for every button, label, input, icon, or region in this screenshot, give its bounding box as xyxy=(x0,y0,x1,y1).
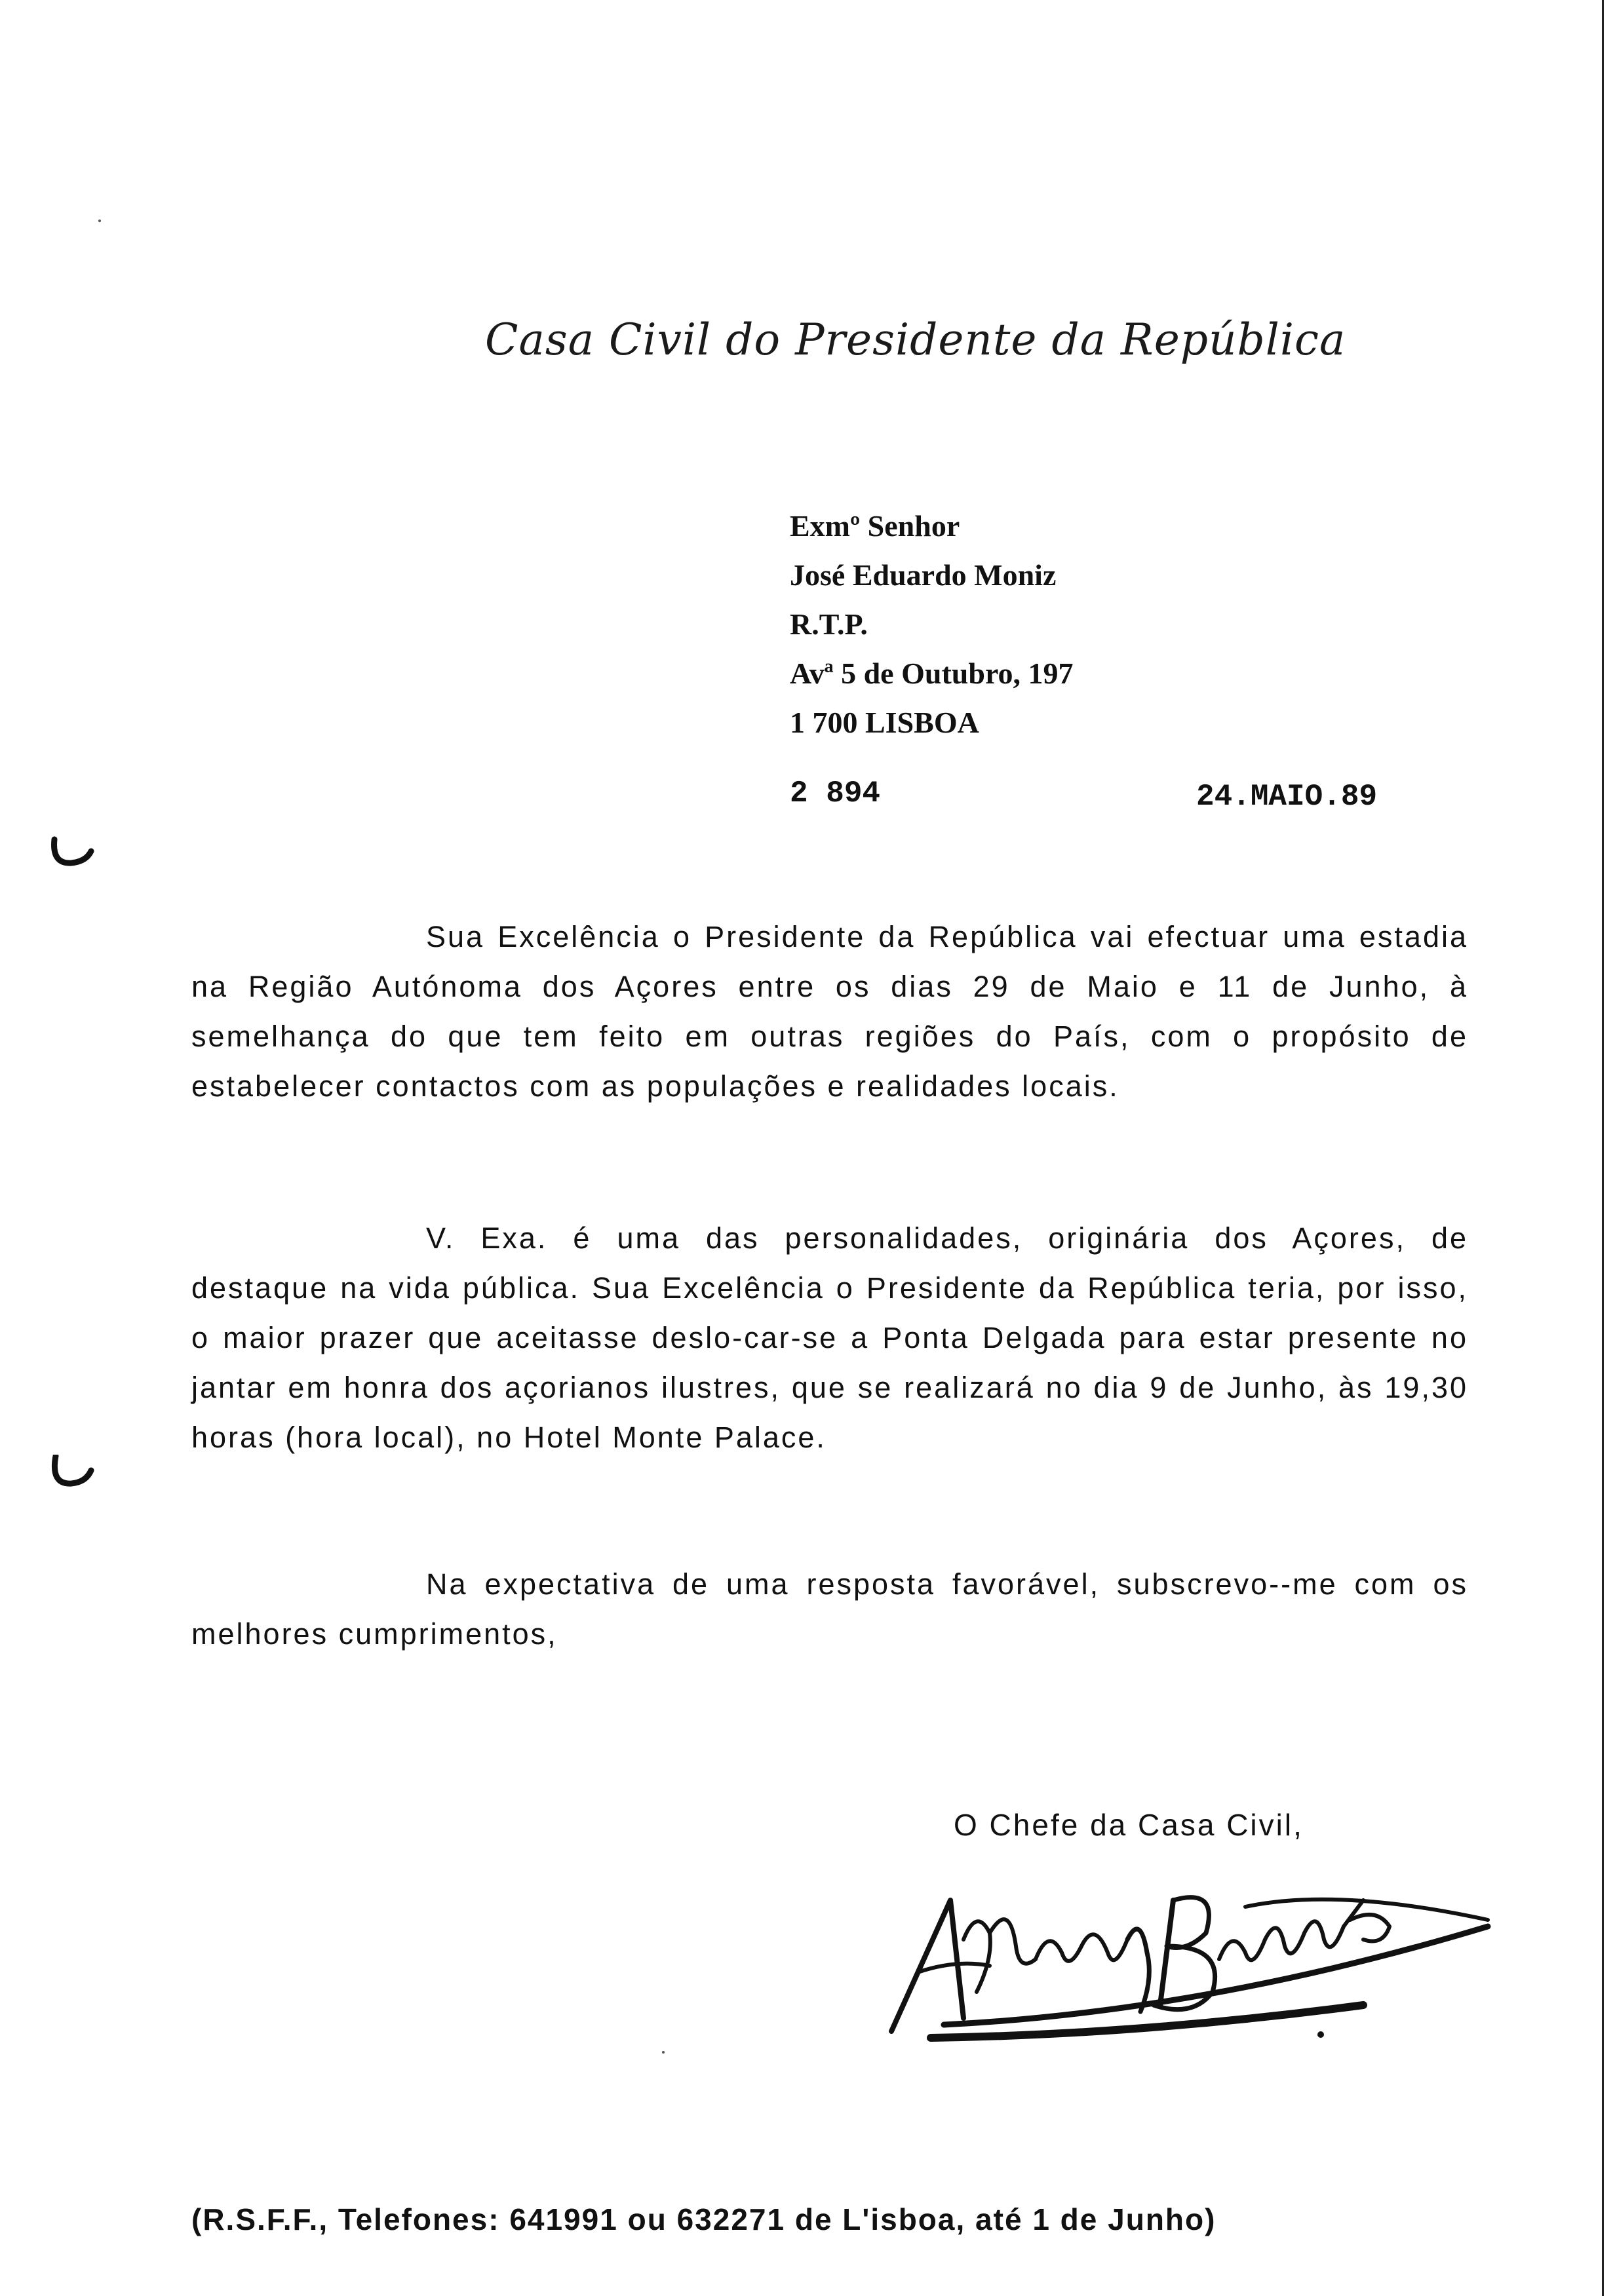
recipient-city: 1 700 LISBOA xyxy=(790,706,979,739)
recipient-organization: R.T.P. xyxy=(790,607,868,641)
recipient-street: Avª 5 de Outubro, 197 xyxy=(790,657,1074,690)
body-paragraph: Na expectativa de uma resposta favorável, subscrevo--me com os melhores cumprimentos, xyxy=(191,1567,1468,1651)
scan-speck xyxy=(98,220,101,222)
page-edge-line xyxy=(1602,0,1604,2296)
body-paragraph: V. Exa. é uma das personalidades, originária dos Açores, de destaque na vida pública. Sua Excelência o Presidente da República teria, por isso, o maior prazer que aceitasse deslo-car-se a Ponta Delgada para estar presente no jantar em honra dos açorianos ilustres, que se realizará no dia 9 de Junho, às 19,30 horas (hora local), no Hotel Monte Palace. xyxy=(191,1221,1468,1454)
letter-date: 24.MAIO.89 xyxy=(1196,780,1378,814)
handwritten-signature xyxy=(878,1861,1501,2057)
recipient-salutation: Exmº Senhor xyxy=(790,509,960,543)
scan-speck xyxy=(662,2051,665,2054)
reference-number: 2 894 xyxy=(790,776,881,811)
punch-hole-mark xyxy=(49,835,95,868)
recipient-name: José Eduardo Moniz xyxy=(790,558,1057,592)
closing-title: O Chefe da Casa Civil, xyxy=(954,1808,1304,1842)
punch-hole-mark xyxy=(49,1455,95,1487)
body-paragraph: Sua Excelência o Presidente da República vai efectuar uma estadia na Região Autónoma dos Açores entre os dias 29 de Maio e 11 de Junho, à semelhança do que tem feito em outras regiões do País, com o propósito de estabelecer contactos com as populações e realidades locais. xyxy=(191,920,1468,1103)
letterhead: Casa Civil do Presidente da República xyxy=(485,315,1346,365)
recipient-address xyxy=(790,501,1074,747)
footer-contact-note: (R.S.F.F., Telefones: 641991 ou 632271 de L'isboa, até 1 de Junho) xyxy=(191,2202,1216,2236)
